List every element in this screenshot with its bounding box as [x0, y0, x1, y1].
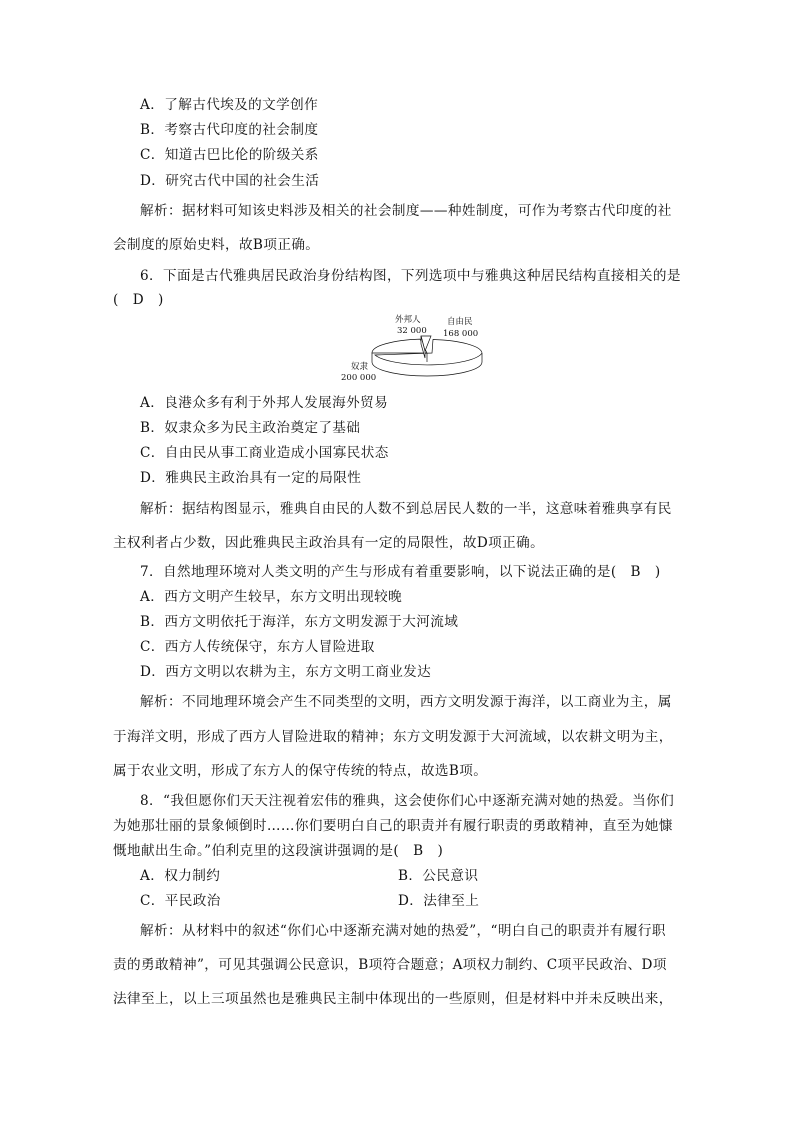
q8-analysis-line3: 法律至上，以上三项虽然也是雅典民主制中体现出的一些原则，但是材料中并未反映出来，	[113, 991, 673, 1007]
q7-option-d: D．西方文明以农耕为主，东方文明工商业发达	[140, 664, 432, 680]
q5-analysis-line2: 会制度的原始史料，故B项正确。	[113, 237, 320, 253]
q7-option-a: A．西方文明产生较早，东方文明出现较晚	[140, 589, 403, 605]
value-foreigners: 32 000	[397, 326, 427, 336]
q6-analysis-line2: 主权利者占少数，因此雅典民主政治具有一定的局限性，故D项正确。	[113, 535, 545, 551]
value-free: 168 000	[443, 329, 479, 339]
label-free: 自由民	[447, 317, 473, 327]
q8-analysis-line2: 责的勇敢精神”，可见其强调公民意识，B项符合题意；A项权力制约、C项平民政治、D项	[113, 957, 667, 973]
q7-analysis-line3: 属于农业文明，形成了东方人的保守传统的特点，故选B项。	[113, 763, 488, 779]
label-foreigners: 外邦人	[395, 315, 421, 325]
q5-option-b: B．考察古代印度的社会制度	[140, 122, 319, 138]
q7-analysis-line2: 于海洋文明，形成了西方人冒险进取的精神；东方文明发源于大河流域，以农耕文明为主，	[113, 729, 673, 745]
value-slaves: 200 000	[341, 373, 377, 383]
q7-option-b: B．西方文明依托于海洋，东方文明发源于大河流域	[140, 614, 459, 630]
q5-option-c: C．知道古巴比伦的阶级关系	[140, 147, 319, 163]
q8-stem-line3: 慨地献出生命。”伯利克里的这段演讲强调的是( B )	[113, 843, 444, 859]
q6-option-b: B．奴隶众多为民主政治奠定了基础	[140, 420, 361, 436]
q5-option-d: D．研究古代中国的社会生活	[140, 173, 320, 189]
q6-option-d: D．雅典民主政治具有一定的局限性	[140, 470, 362, 486]
pie-slice-slaves	[372, 339, 427, 353]
q8-option-c: C．平民政治	[140, 893, 221, 909]
q6-option-c: C．自由民从事工商业造成小国寡民状态	[140, 445, 389, 461]
q5-option-a: A．了解古代埃及的文学创作	[140, 97, 319, 113]
q8-option-a: A．权力制约	[140, 868, 221, 884]
q5-analysis-line1: 解析：据材料可知该史料涉及相关的社会制度——种姓制度，可作为考察古代印度的社	[140, 203, 672, 219]
q6-analysis-line1: 解析：据结构图显示，雅典自由民的人数不到总居民人数的一半，这意味着雅典享有民	[140, 501, 672, 517]
label-slaves: 奴隶	[351, 362, 369, 372]
q7-option-c: C．西方人传统保守，东方人冒险进取	[140, 639, 375, 655]
q8-stem-line2: 为她那壮丽的景象倾倒时……你们要明白自己的职责并有履行职责的勇敢精神，直至为她慷	[113, 818, 673, 834]
q8-stem-line1: 8．“我但愿你们天天注视着宏伟的雅典，这会使你们心中逐渐充满对她的热爱。当你们	[140, 793, 675, 809]
q6-stem-line1: 6．下面是古代雅典居民政治身份结构图，下列选项中与雅典这种居民结构直接相关的是	[140, 268, 681, 284]
q8-analysis-line1: 解析：从材料中的叙述“你们心中逐渐充满对她的热爱”，“明白自己的职责并有履行职	[140, 923, 666, 939]
q6-stem-line2: ( D )	[113, 292, 164, 308]
q8-option-d: D．法律至上	[398, 893, 480, 909]
q7-analysis-line1: 解析：不同地理环境会产生不同类型的文明，西方文明发源于海洋，以工商业为主，属	[140, 694, 672, 710]
q6-option-a: A．良港众多有利于外邦人发展海外贸易	[140, 395, 389, 411]
q8-option-b: B．公民意识	[398, 868, 479, 884]
population-pie-chart	[335, 306, 485, 386]
q7-stem: 7．自然地理环境对人类文明的产生与形成有着重要影响，以下说法正确的是( B )	[140, 564, 661, 580]
